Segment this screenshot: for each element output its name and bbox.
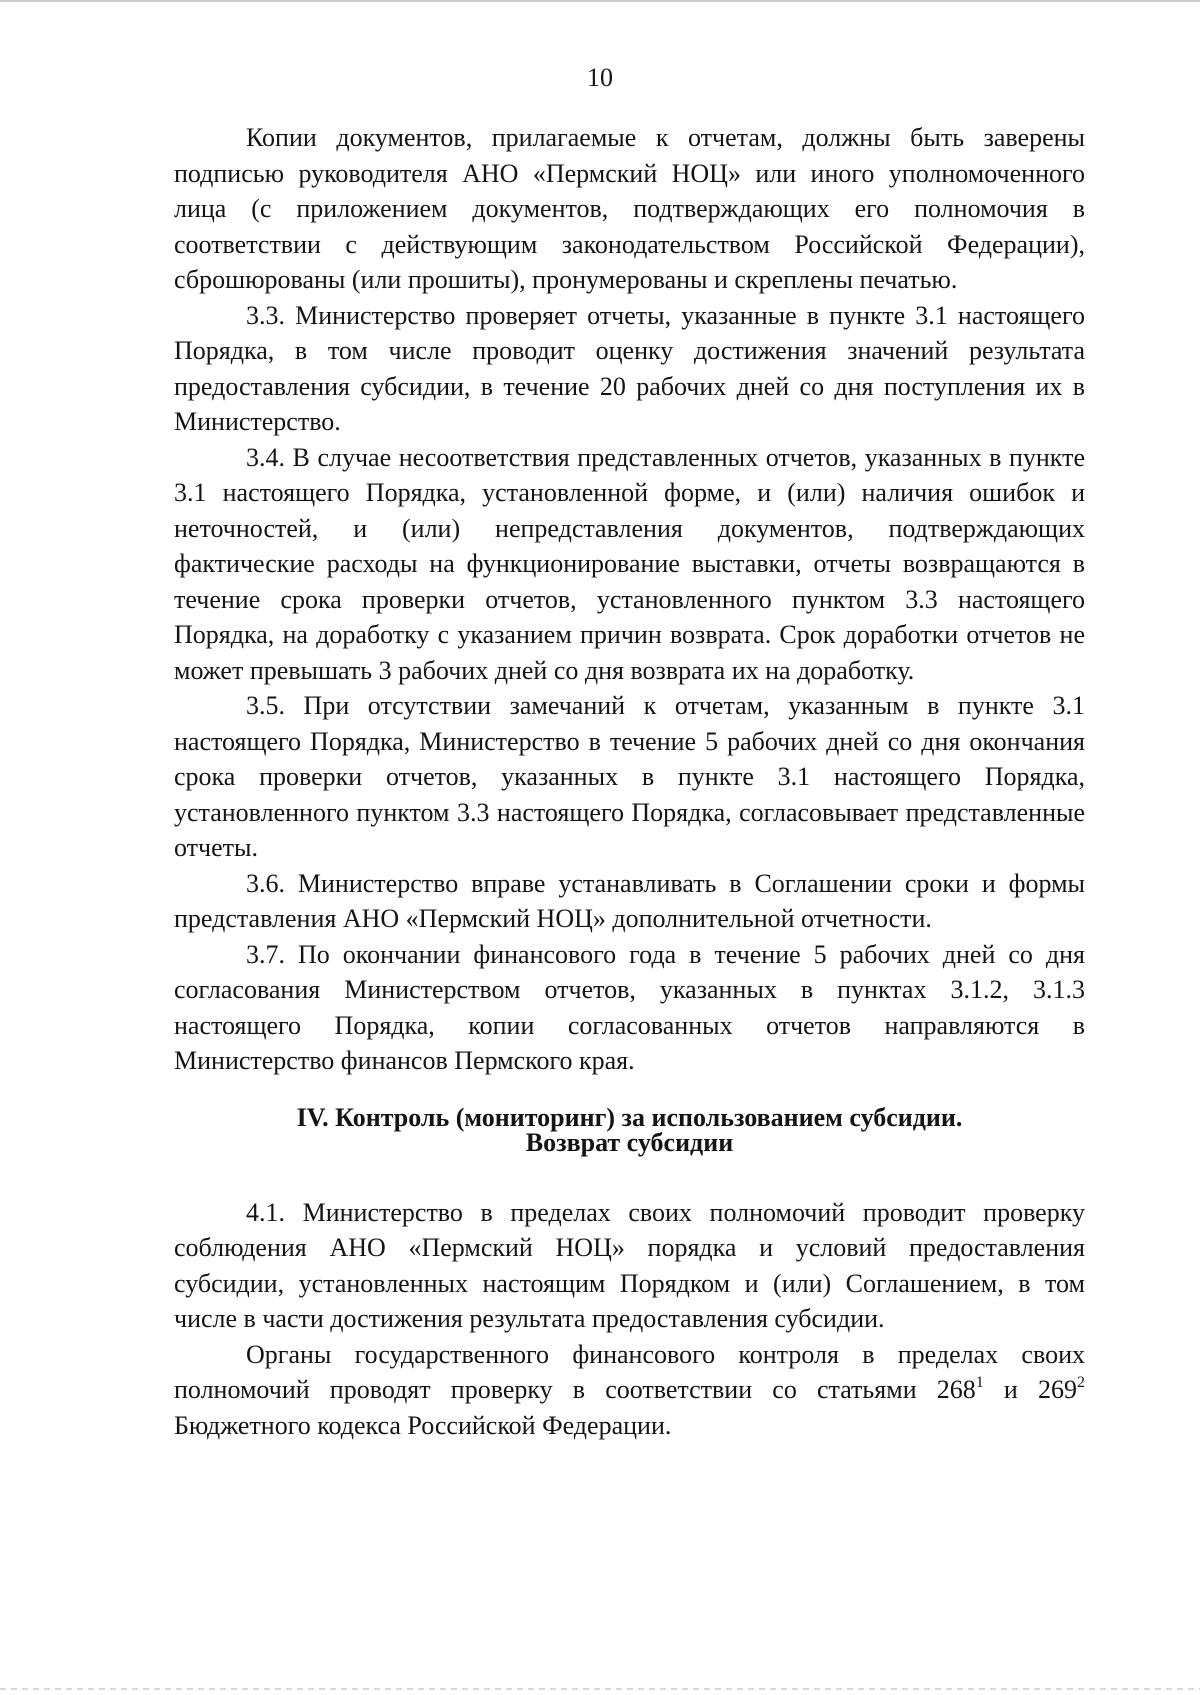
paragraph-3-6: 3.6. Министерство вправе устанавливать в Соглашении сроки и формы представления АНО «Пермский НОЦ» дополнительной отчетности. — [174, 868, 1085, 933]
control-text-end: Бюджетного кодекса Российской Федерации. — [174, 1410, 672, 1440]
section-heading-line1: IV. Контроль (мониторинг) за использованием субсидии. — [296, 1102, 963, 1132]
paragraph-copies: Копии документов, прилагаемые к отчетам, должны быть заверены подписью руководителя АНО «Пермский НОЦ» или иного уполномоченного лица (с приложением документов, подтверждающих его полномочия в соответствии с действующим законодательством Российской Федерации), сброшюрованы (или прошиты), пронумерованы и скреплены печатью. — [174, 123, 1085, 294]
paragraph-control-bodies — [174, 1337, 1085, 1444]
paragraph-4-1: 4.1. Министерство в пределах своих полномочий проводит проверку соблюдения АНО «Пермский НОЦ» порядка и условий предоставления субсидии, установленных настоящим Порядком и (или) Соглашением, в том числе в части достижения результата предоставления субсидии. — [174, 1197, 1085, 1333]
paragraph-3-7: 3.7. По окончании финансового года в течение 5 рабочих дней со дня согласования Министерством отчетов, указанных в пунктах 3.1.2, 3.1.3 настоящего Порядка, копии согласованных отчетов направляются в Министерство финансов Пермского края. — [174, 939, 1085, 1075]
section-heading — [174, 1102, 1085, 1157]
document-body — [174, 120, 1085, 1443]
control-text-start: Органы государственного финансового контроля в пределах своих полномочий проводят проверку в соответствии со статьями 268 — [174, 1339, 1085, 1404]
paragraph-3-4: 3.4. В случае несоответствия представленных отчетов, указанных в пункте 3.1 настоящего Порядка, установленной форме, и (или) наличия ошибок и неточностей, и (или) непредставления документов, подтверждающих фактические расходы на функционирование выставки, отчеты возвращаются в течение срока проверки отчетов, установленного пунктом 3.3 настоящего Порядка, на доработку с указанием причин возврата. Срок доработки отчетов не может превышать 3 рабочих дней со дня возврата их на доработку. — [174, 442, 1085, 685]
paragraph-3-3: 3.3. Министерство проверяет отчеты, указанные в пункте 3.1 настоящего Порядка, в том числе проводит оценку достижения значений результата предоставления субсидии, в течение 20 рабочих дней со дня поступления их в Министерство. — [174, 300, 1085, 436]
superscript-268: 1 — [975, 1374, 984, 1391]
scan-edge-top — [0, 0, 1200, 2]
superscript-269: 2 — [1077, 1374, 1085, 1391]
scan-edge-bottom — [0, 1688, 1200, 1690]
paragraph-3-5: 3.5. При отсутствии замечаний к отчетам, указанным в пункте 3.1 настоящего Порядка, Министерство в течение 5 рабочих дней со дня окончания срока проверки отчетов, указанных в пункте 3.1 настоящего Порядка, установленного пунктом 3.3 настоящего Порядка, согласовывает представленные отчеты. — [174, 691, 1085, 862]
page-number: 10 — [587, 63, 613, 92]
section-heading-line2: Возврат субсидии — [525, 1127, 734, 1157]
control-text-mid: и 269 — [983, 1375, 1077, 1404]
